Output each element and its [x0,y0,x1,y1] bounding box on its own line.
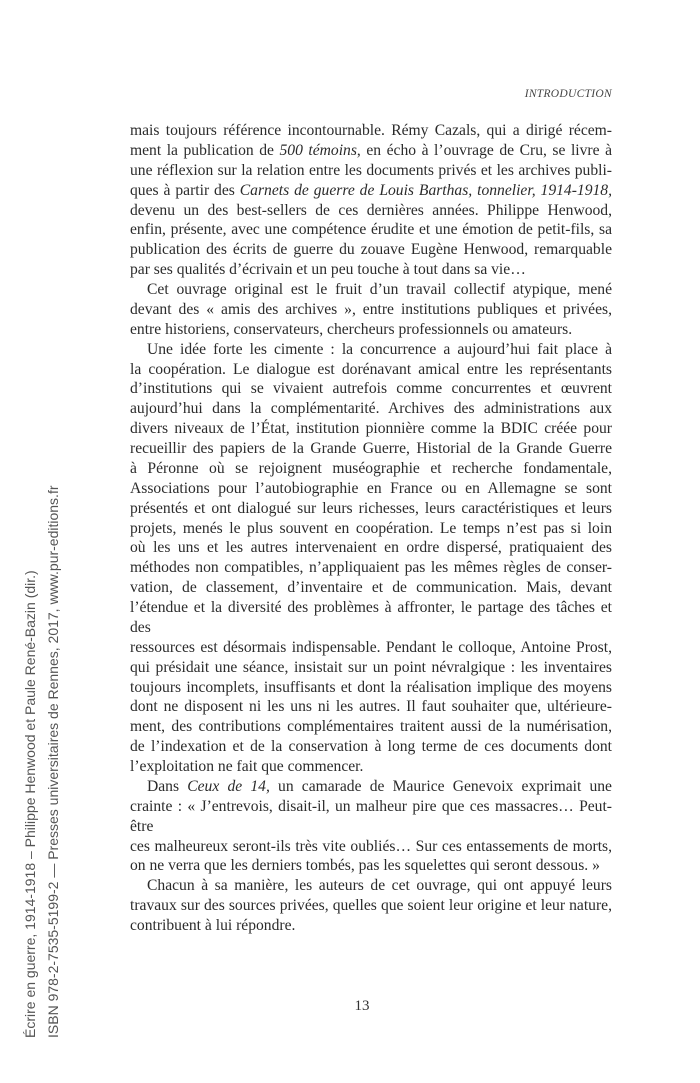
text-line: contribuent à lui répondre. [130,917,296,934]
text-line: à Péronne où se rejoignent muséographie et recherche fondamentale, [130,459,612,477]
text-line: divers niveaux de l’État, institution pionnière comme la BDIC créée pour [130,420,612,438]
italic-title: Ceux de 14, [187,777,270,795]
text-line: Dans Ceux de 14, un camarade de Maurice Genevoix exprimait une [147,777,612,795]
text-line: ment, des contributions complémentaires traitent aussi de la numérisation, [130,718,612,736]
text-line: on ne verra que les derniers tombés, pas les squelettes qui seront dessous. » [130,857,600,875]
text-line: crainte : « J’entrevois, disait-il, un malheur pire que ces massacres… Peut-être [130,797,612,835]
text-line: de l’indexation et de la conservation à long terme de ces documents dont [130,738,612,756]
italic-title: Carnets de guerre de Louis Barthas, tonnelier, 1914-1918, [239,181,612,199]
text-line: ment la publication de 500 témoins, en écho à l’ouvrage de Cru, se livre à [130,141,612,159]
text-line: aujourd’hui dans la complémentarité. Archives des administrations aux [130,400,612,418]
text-line: toujours incomplets, insuffisants et dont la réalisation implique des moyens [130,678,612,696]
italic-title: 500 témoins [279,141,357,159]
text-line: publication des écrits de guerre du zouave Eugène Henwood, remarquable [130,241,612,259]
text-line: devenu un des best-sellers de ces dernières années. Philippe Henwood, [130,201,612,219]
text-line: devant des « amis des archives », entre institutions publiques et privées, [130,300,612,318]
text-line: ressources est désormais indispensable. Pendant le colloque, Antoine Prost, [130,638,612,656]
paragraph [130,876,612,936]
page-number: 13 [354,998,370,1014]
text-line: d’institutions qui se vivaient autrefois comme concurrentes et œuvrent [130,380,612,398]
text-line: présentés et ont dialogué sur leurs richesses, leurs caractéristiques et leurs [130,499,612,517]
side-credit-isbn: ISBN 978-2-7535-5199-2 — Presses universitaires de Rennes, 2017, www.pur-editions.fr [45,485,61,1038]
text-line: ques à partir des Carnets de guerre de Louis Barthas, tonnelier, 1914-1918, [130,181,612,199]
text-line: une réflexion sur la relation entre les documents privés et les archives publi- [130,161,612,179]
text-line: Chacun à sa manière, les auteurs de cet ouvrage, qui ont appuyé leurs [147,877,612,895]
text-line: dont ne disposent ni les uns ni les autres. Il faut souhaiter que, ultérieure- [130,698,612,716]
text-line: qui présidait une séance, insistait sur un point névralgique : les inventaires [130,658,612,676]
text-line: enfin, présente, avec une compétence érudite et une émotion de petit-fils, sa [130,221,612,239]
text-line: méthodes non compatibles, n’appliquaient pas les mêmes règles de conser- [130,559,612,577]
text-line: projets, menés le plus souvent en coopération. Le temps n’est pas si loin [130,519,612,537]
text-line: la coopération. Le dialogue est dorénavant amical entre les représentants [130,360,612,378]
running-head: INTRODUCTION [524,88,612,100]
paragraph [130,280,612,340]
text-line: l’exploitation ne fait que commencer. [130,758,364,775]
text-line: Associations pour l’autobiographie en France ou en Allemagne se sont [130,479,612,497]
text-line: Cet ouvrage original est le fruit d’un travail collectif atypique, mené [147,281,612,298]
text-line: ces malheureux seront-ils très vite oubliés… Sur ces entassements de morts, [130,837,612,855]
paragraph [130,121,612,280]
text-line: l’étendue et la diversité des problèmes à affronter, le partage des tâches et des [130,599,612,636]
paragraph [130,777,612,876]
text-line: recueillir des papiers de la Grande Guerre, Historial de la Grande Guerre [130,440,612,457]
body-text [130,121,612,936]
side-credit-title: Écrire en guerre, 1914-1918 – Philippe Henwood et Paule René-Bazin (dir.) [22,570,38,1038]
text-line: vation, de classement, d’inventaire et de communication. Mais, devant [130,579,612,597]
text-line: entre historiens, conservateurs, chercheurs professionnels ou amateurs. [130,320,573,338]
text-line: Une idée forte les cimente : la concurrence a aujourd’hui fait place à [147,340,612,358]
text-line: mais toujours référence incontournable. Rémy Cazals, qui a dirigé récem- [130,122,612,139]
text-line: où les uns et les autres intervenaient en ordre dispersé, pratiquaient des [130,539,612,557]
text-line: par ses qualités d’écrivain et un peu touche à tout dans sa vie… [130,261,526,279]
text-line: travaux sur des sources privées, quelles que soient leur origine et leur nature, [130,897,612,915]
paragraph [130,340,612,777]
